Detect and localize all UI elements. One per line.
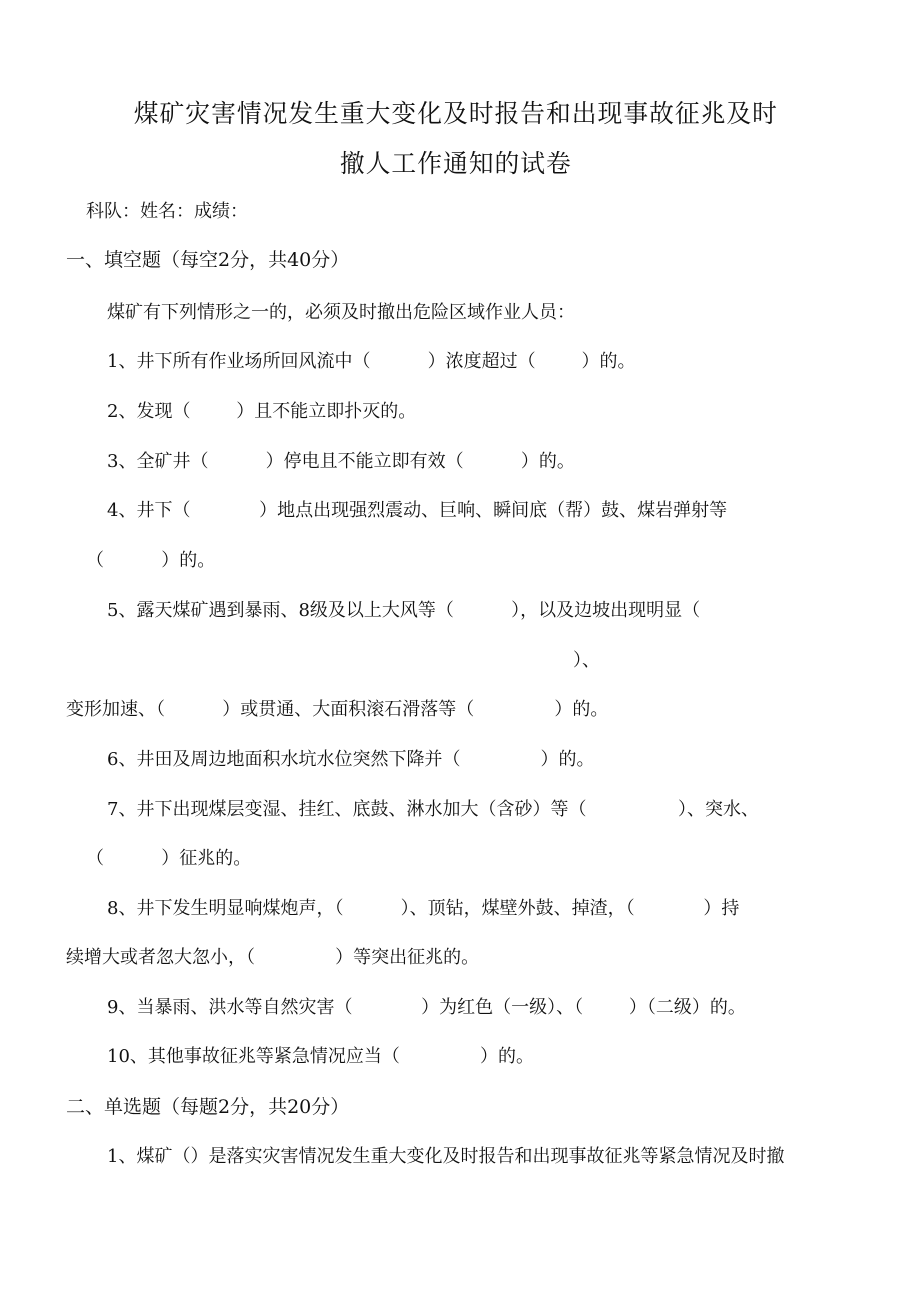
question-8: 8、井下发生明显响煤炮声，（ ）、顶钻，煤壁外鼓、掉渣，（ ）持: [107, 898, 740, 919]
question-3: 3、全矿井（ ）停电且不能立即有效（ ）的。: [107, 451, 575, 472]
question-4: 4、井下（ ）地点出现强烈震动、巨响、瞬间底（帮）鼓、煤岩弹射等: [107, 500, 728, 521]
question-5-continued: ）、: [573, 650, 600, 671]
section-2-question-1: 1、煤矿（）是落实灾害情况发生重大变化及时报告和出现事故征兆等紧急情况及时撤: [107, 1146, 785, 1167]
question-6: 6、井田及周边地面积水坑水位突然下降并（ ）的。: [107, 749, 595, 770]
question-2: 2、发现（ ）且不能立即扑灭的。: [107, 401, 417, 422]
question-7-continued: （ ）征兆的。: [86, 848, 252, 869]
section-1-intro: 煤矿有下列情形之一的，必须及时撤出危险区域作业人员：: [107, 302, 575, 323]
info-line: 科队：姓名：成绩：: [86, 201, 248, 222]
question-4-continued: （ ）的。: [86, 550, 216, 571]
question-7: 7、井下出现煤层变湿、挂红、底鼓、淋水加大（含砂）等（ ）、突水、: [107, 799, 759, 820]
document-title-line-1: 煤矿灾害情况发生重大变化及时报告和出现事故征兆及时: [133, 99, 778, 128]
question-1: 1、井下所有作业场所回风流中（ ）浓度超过（ ）的。: [107, 351, 636, 372]
document-title-line-2: 撤人工作通知的试卷: [339, 149, 572, 178]
question-8-continued: 续增大或者忽大忽小，（ ）等突出征兆的。: [66, 947, 480, 968]
question-9: 9、当暴雨、洪水等自然灾害（ ）为红色（一级）、（ ）（二级）的。: [107, 997, 746, 1018]
question-10: 10、其他事故征兆等紧急情况应当（ ）的。: [107, 1046, 535, 1067]
question-5-continued-2: 变形加速、（ ）或贯通、大面积滚石滑落等（ ）的。: [66, 699, 609, 720]
section-2-heading: 二、单选题（每题2分，共20分）: [66, 1096, 350, 1118]
section-1-heading: 一、填空题（每空2分，共40分）: [66, 249, 350, 271]
question-5: 5、露天煤矿遇到暴雨、8级及以上大风等（ ），以及边坡出现明显（: [107, 600, 701, 621]
